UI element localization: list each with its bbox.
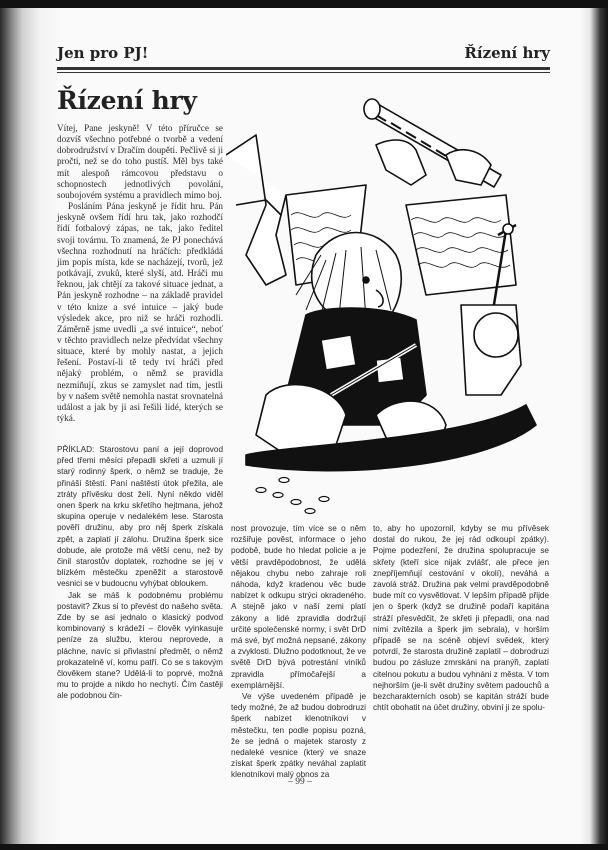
page-number: – 99 –	[288, 777, 312, 787]
example-column-1	[57, 444, 223, 702]
example-paragraph: PŘÍKLAD: Starostovu paní a její doprovod před třemi měsíci přepadli skřeti a uzmuli jí starý rodinný šperk, o němž se traduje, že přináší štěstí. Paní naštěstí útok přežila, ale ztráty přívěsku dost želí. Nyní někdo viděl onen šperk na krku skřetího hejtmana, jehož skupina operuje v nedalekém lese. Starosta pověří družinu, aby pro něj šperk získala zpět, a zaplatí jí zálohu. Družina šperk sice dobude, ale protože má větší cenu, než by činil starostův doplatek, rozhodne se jej v blízkém městečku zpeněžit a starostově vesnici se v budoucnu vyhýbat obloukem.	[57, 445, 223, 589]
header-right: Řízení hry	[464, 44, 550, 62]
example-paragraph: Jak se máš k podobnému problému postavit? Zkus si to převést do našeho světa. Zde by se asi jednalo o klasický podvod kombinovaný s krádeží – člověk vyinkasuje peníze za službu, kterou neprovede, a pláchne, navíc si přivlastní předmět, o němž prokazatelně ví, komu patří. Co se s takovým člověkem stane? Udělá-li to poprvé, možná mu to projde a nikdo ho nechytí. Čím častěji ale podobnou čin-	[57, 590, 223, 701]
chapter-title: Řízení hry	[57, 86, 197, 115]
header-rule-thick	[57, 67, 550, 70]
intro-text	[57, 123, 223, 424]
example-paragraph: nost provozuje, tím více se o něm rozšiřuje pověst, informace o jeho podobě, bude ho hledat policie a je větší pravděpodobnost, že udělá nějakou chybu nebo zahraje roli náhoda, když kradenou věc bude nabízet k odkupu strýci okradeného. A stejně jako v naší zemi platí zákony a lidé zpravidla dodržují určité společenské normy, i svět DrD má své, byť možná nepsané, zákony a zvyklosti. Dlužno podotknout, že ve světě DrD bývá potrestání viníků zpravidla přímočařejší a exemplárnější.	[231, 524, 366, 690]
header-rule-thin	[57, 72, 550, 73]
example-paragraph: Ve výše uvedeném případě je tedy možné, že až budou dobrodruzi šperk nabízet klenotníkovi v městečku, ten podle popisu pozná, že se jedná o majetek starosty z nedaleké vesnice (který ve snaze získat šperk zpátky neváhal zaplatit klenotníkovi malý obnos za	[231, 692, 366, 780]
scan-edge-bottom	[0, 844, 608, 850]
example-paragraph: to, aby ho upozornil, kdyby se mu přívěsek dostal do rukou, že jej rád odkoupí zpátky). Pojme podezření, že družina spolupracuje se skřety (kteří sice nijak zvlášť, ale přece jen znepříjemňují cestování v okolí), neváhá a zavolá stráž. Družina pak velmi pravděpodobně bude mít co vysvětlovat. V lepším případě přijde jen o šperk (když se družině podaří kapitána stráží přesvědčit, že skřeti ji přepadli, ona nad nimi zvítězila a šperk jim sebrala), v horším případě se na scéně objeví svědek, který potvrdí, že starosta družině zaplatil – dobrodruzi budou po zásluze zmrskáni na pranýři, zaplatí citelnou pokutu a budou vyhnáni z města. V tom nejhorším (je-li svět družiny světem padouchů a bezcharakterních osob) se kapitán stráží bude chtít obohatit na účet družiny, obviní ji ze spolu-	[373, 524, 549, 713]
intro-paragraph: Posláním Pána jeskyně je řídit hru. Pán jeskyně ovšem řídí hru tak, jako rozhodčí řídí fotbalový zápas, ne tak, jako ředitel svoji továrnu. To znamená, že PJ ponechává všechna rozhodnutí na hráčích: předkládá jim popis místa, kde se nacházejí, tvorů, jež potkávají, zvuků, které slyší, atd. Hráči mu řeknou, jak chtějí za takové situace jednat, a Pán jeskyně rozhodne – na základě pravidel v této knize a své intuice – jaký bude výsledek akce, pro niž se hráči rozhodli. Záměrně jsme uvedli „a své intuice“, neboť v těchto pravidlech nelze předvídat všechny situace, které by mohly nastat, a jejich řešení. Postaví-li tě tedy tví hráči před nějaký problém, o němž se pravidla nezmiňují, zkus se zamyslet nad tím, jestli by v našem světě nemohla nastat srovnatelná událost a jak by ji asi řešili lidé, kterých se týká.	[57, 201, 223, 424]
example-column-3	[373, 523, 549, 713]
intro-paragraph: Vítej, Pane jeskyně! V této příručce se dozvíš všechno potřebné o tvorbě a vedení dobrodružství v Dračím doupěti. Pečlivě si ji pročti, než se do toho pustíš. Měl bys také mít alespoň rámcovou představu o schopnostech jednotlivých povolání, soubojovém systému a pravidlech mimo boj.	[57, 123, 223, 200]
running-header	[57, 44, 550, 68]
header-left: Jen pro PJ!	[57, 44, 149, 62]
scan-edge-top	[0, 0, 608, 8]
coins-icon	[256, 478, 329, 514]
example-column-2	[231, 523, 366, 781]
illustration-captured-goblin	[226, 95, 548, 515]
